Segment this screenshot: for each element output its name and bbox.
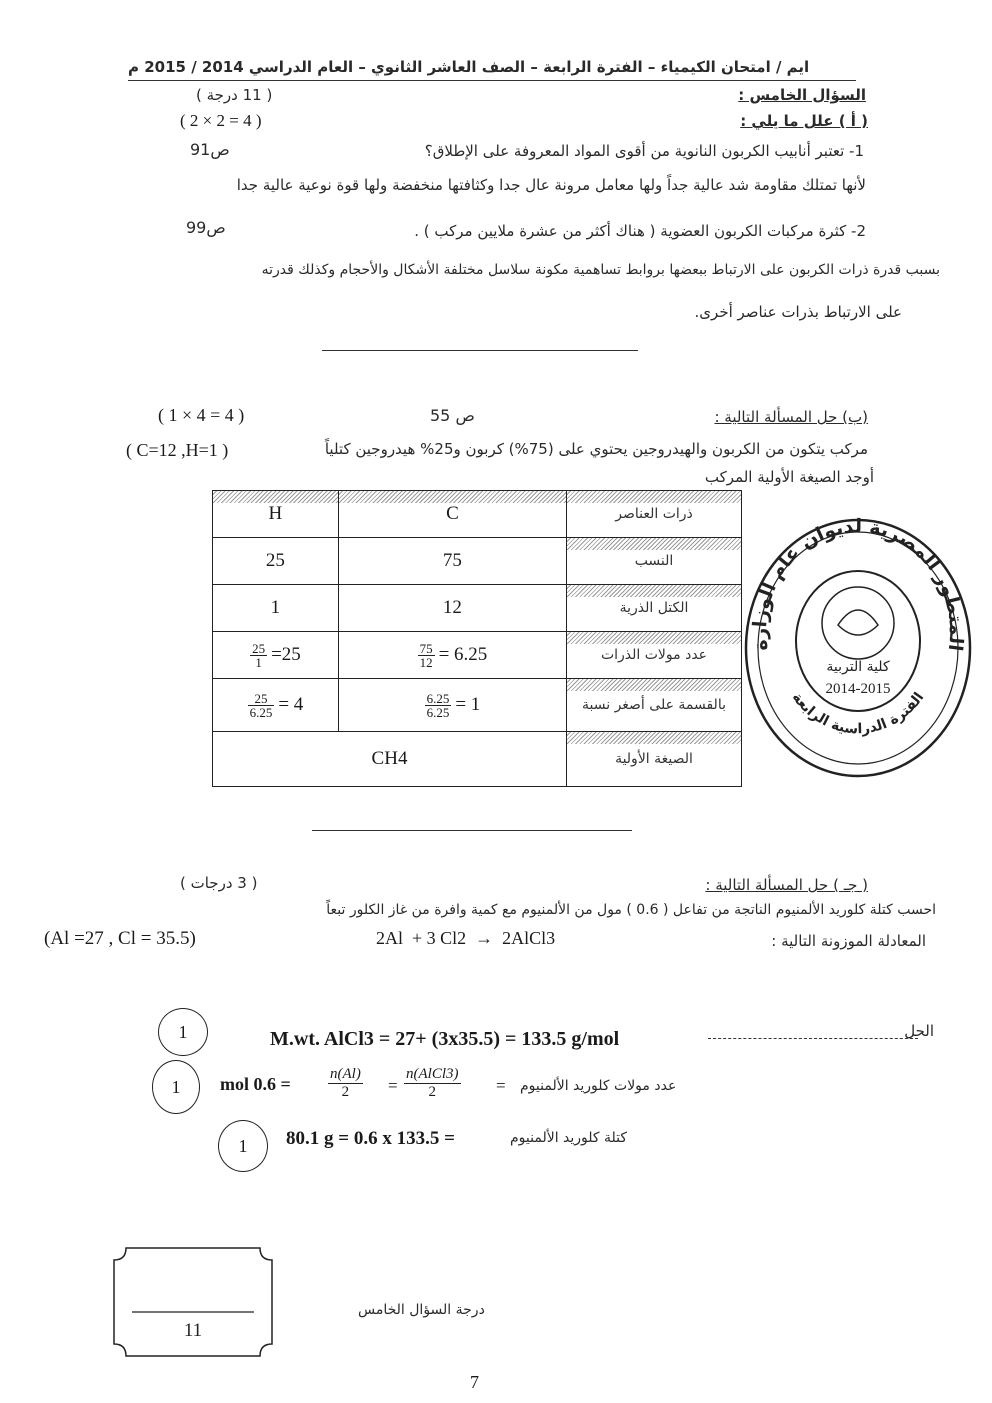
part-c-problem-line2: المعادلة الموزونة التالية : xyxy=(771,932,926,950)
mass-c-cell: 12 xyxy=(338,585,566,632)
mark-circle: 1 xyxy=(158,1008,208,1056)
page-header: ايم / امتحان الكيمياء – الفترة الرابعة – الصف العاشر الثانوي – العام الدراسي 2014 / 2015 م xyxy=(128,58,810,76)
step2-fraction-2: n(AlCl3) 2 xyxy=(406,1066,459,1100)
ratio-c-cell: 75 xyxy=(338,538,566,585)
part-b-problem-line2: أوجد الصيغة الأولية المركب xyxy=(704,468,874,486)
table-row-header: بالقسمة على أصغر نسبة xyxy=(567,679,742,732)
solution-underline xyxy=(708,1038,918,1039)
table-row xyxy=(213,732,742,787)
table-row xyxy=(213,491,742,538)
step2-equals: = xyxy=(388,1076,398,1095)
solution-step3: 80.1 g = 0.6 x 133.5 = xyxy=(286,1128,455,1149)
school-stamp xyxy=(738,513,978,783)
reaction-equation: 2Al + 3 Cl2 → 2AlCl3 xyxy=(376,928,556,948)
part-b-label: (ب) حل المسألة التالية : xyxy=(714,408,868,426)
step2-fraction-1: n(Al) 2 xyxy=(330,1066,361,1100)
ratio-h-cell: 25 xyxy=(213,538,339,585)
table-col-c: C xyxy=(338,491,566,538)
step2-label: عدد مولات كلوريد الألمنيوم xyxy=(520,1078,677,1094)
table-row-header: الصيغة الأولية xyxy=(567,732,742,787)
moles-h-cell: $\frac{25}{1}$ =25 xyxy=(213,632,339,679)
part-b-given: ( C=12 ,H=1 ) xyxy=(126,440,229,460)
stamp-years: 2014-2015 xyxy=(825,681,891,697)
empirical-formula-table xyxy=(212,490,742,787)
mass-h-cell: 1 xyxy=(213,585,339,632)
part-a-item2-page: ص99 xyxy=(186,218,226,237)
table-col-h: H xyxy=(213,491,339,538)
grade-box xyxy=(112,1246,274,1358)
solution-step1: M.wt. AlCl3 = 27+ (3x35.5) = 133.5 g/mol xyxy=(270,1028,620,1050)
svg-text:المتطور المصرية لديوان عام الو xyxy=(749,515,967,652)
part-c-problem-line1: احسب كتلة كلوريد الألمنيوم الناتجة من تفاعل ( 0.6 ) مول من الألمنيوم مع كمية وافرة من غاز الكلور تبعاً xyxy=(326,902,936,918)
divider xyxy=(312,830,632,831)
part-a-label: ( أ ) علل ما يلي : xyxy=(740,112,868,130)
table-row-header: النسب xyxy=(567,538,742,585)
mark-circle: 1 xyxy=(152,1060,200,1114)
part-c-given: (Al =27 , Cl = 35.5) xyxy=(44,928,196,949)
part-a-item1-question: 1- تعتبر أنابيب الكربون النانوية من أقوى المواد المعروفة على الإطلاق؟ xyxy=(424,142,864,160)
stamp-inner-text: الفترة الدراسية الرابعة xyxy=(788,689,928,738)
part-c-marks: ( 3 درجات ) xyxy=(180,874,258,892)
part-a-item1-answer: لأنها تمتلك مقاومة شد عالية جداً ولها معامل مرونة عال جدا وكثافتها منخفضة ولها قوة نوعية عالية جدا xyxy=(236,176,866,194)
solution-label: الحل xyxy=(904,1022,934,1040)
div-c-cell: $\frac{6.25}{6.25}$ = 1 xyxy=(338,679,566,732)
table-row xyxy=(213,632,742,679)
stamp-center-text: كلية التربية xyxy=(826,659,890,675)
header-underline xyxy=(128,80,856,81)
solution-step2-lead: mol 0.6 = xyxy=(220,1074,291,1094)
part-a-item1-page: ص91 xyxy=(190,140,230,159)
part-b-page: ص 55 xyxy=(430,406,475,425)
table-row xyxy=(213,585,742,632)
mark-circle: 1 xyxy=(218,1120,268,1172)
q5-heading: السؤال الخامس : xyxy=(738,86,866,104)
table-row xyxy=(213,538,742,585)
table-row-header: ذرات العناصر xyxy=(567,491,742,538)
table-row-header: عدد مولات الذرات xyxy=(567,632,742,679)
table-row-header: الكتل الذرية xyxy=(567,585,742,632)
part-c-label: ( جـ ) حل المسألة التالية : xyxy=(705,876,868,894)
div-h-cell: $\frac{25}{6.25}$ = 4 xyxy=(213,679,339,732)
part-b-problem-line1: مركب يتكون من الكربون والهيدروجين يحتوي على (75%) كربون و25% هيدروجين كتلياً xyxy=(324,440,868,458)
part-a-item2-answer-line2: على الارتباط بذرات عناصر أخرى. xyxy=(694,303,902,321)
part-a-marks: ( 2 × 2 = 4 ) xyxy=(180,111,262,130)
moles-c-cell: $\frac{75}{12}$ = 6.25 xyxy=(338,632,566,679)
part-a-item2-question: 2- كثرة مركبات الكربون العضوية ( هناك أكثر من عشرة ملايين مركب ) . xyxy=(414,222,866,240)
part-b-marks: ( 1 × 4 = 4 ) xyxy=(158,405,245,425)
step2-equals-2: = xyxy=(496,1076,506,1095)
formula-cell: CH4 xyxy=(213,732,567,787)
grade-label: درجة السؤال الخامس xyxy=(358,1302,485,1318)
q5-total-marks: ( 11 درجة ) xyxy=(196,86,273,104)
table-row xyxy=(213,679,742,732)
stamp-outer-text: المتطور المصرية لديوان عام الوزارة xyxy=(748,515,968,653)
divider xyxy=(322,350,638,351)
step3-label: كتلة كلوريد الألمنيوم xyxy=(510,1130,628,1146)
page-number: 7 xyxy=(470,1372,479,1392)
part-a-item2-answer-line1: بسبب قدرة ذرات الكربون على الارتباط ببعضها بروابط تساهمية مكونة سلاسل مختلفة الأشكال والأحجام وكذلك قدرته xyxy=(261,262,940,278)
grade-value: 11 xyxy=(183,1320,203,1341)
